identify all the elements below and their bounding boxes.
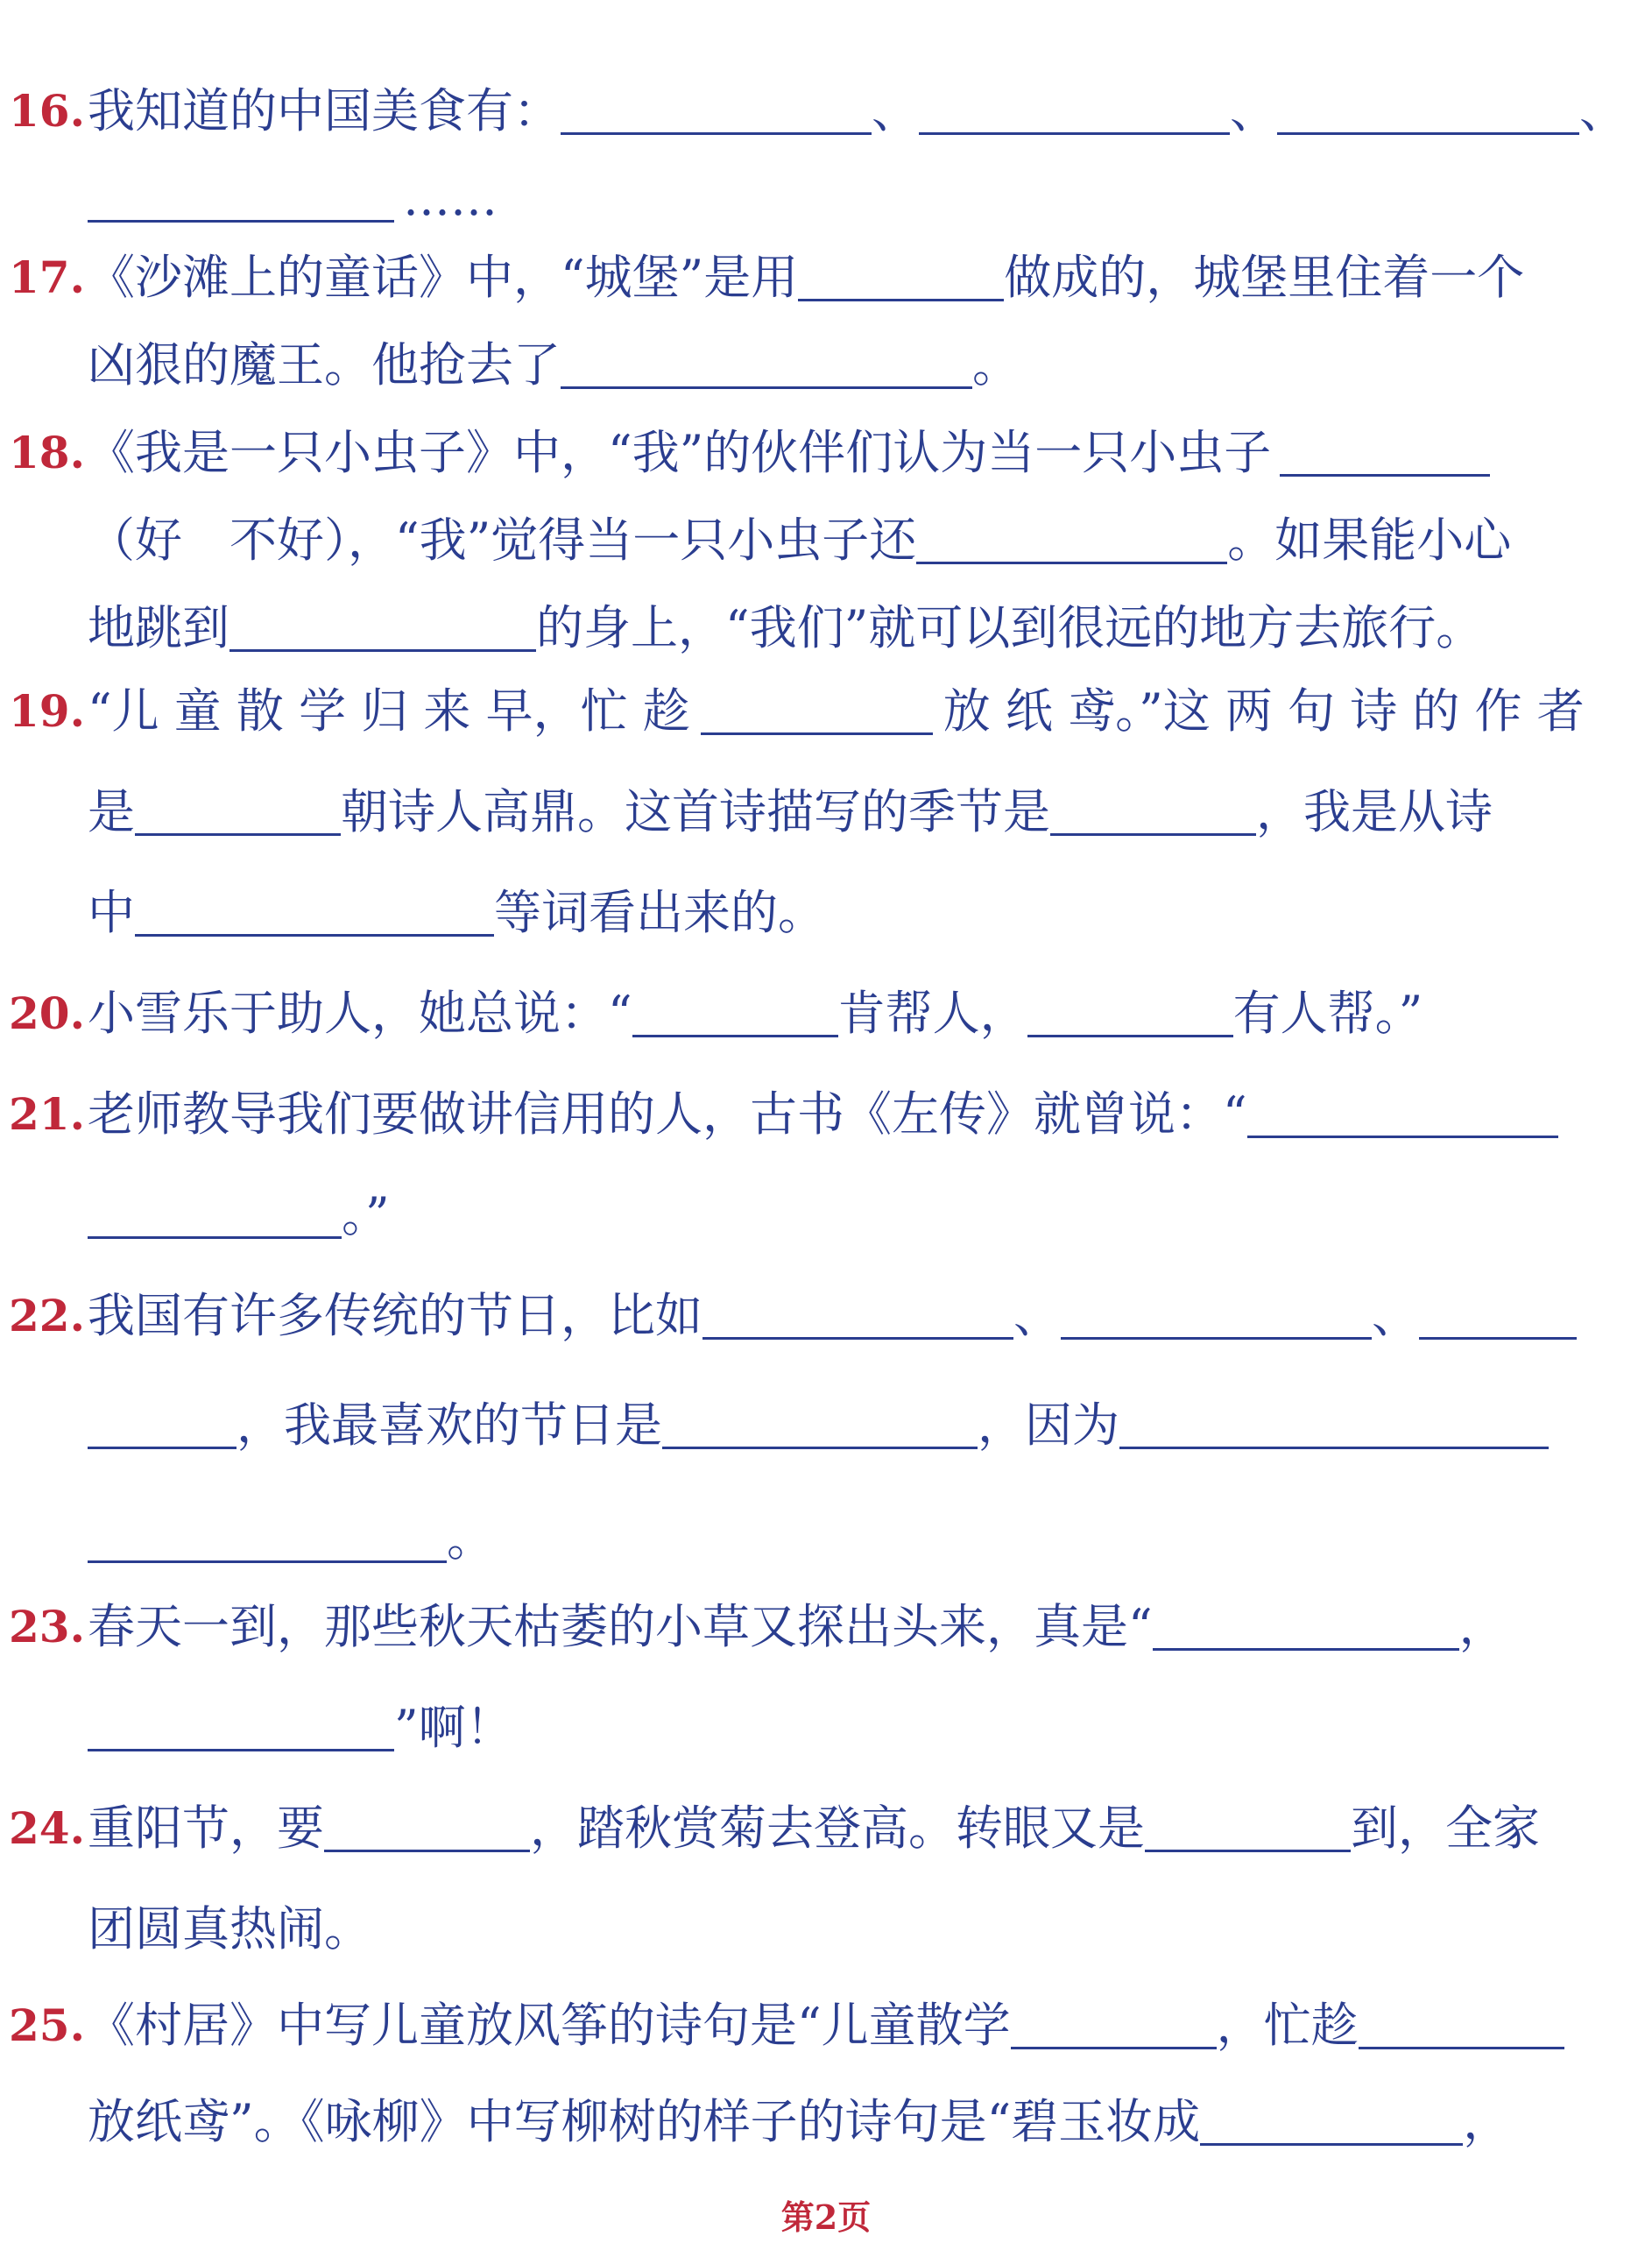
answer-blank[interactable] [88, 1518, 447, 1563]
question-25-line-2: 放纸鸢”。《咏柳》中写柳树的样子的诗句是“碧玉妆成 ， [88, 2094, 1511, 2149]
answer-blank[interactable] [1277, 90, 1579, 135]
answer-blank[interactable] [701, 690, 933, 735]
answer-blank[interactable] [1061, 1295, 1372, 1340]
question-number: 21. [9, 1088, 85, 1140]
answer-blank[interactable] [1027, 993, 1233, 1037]
answer-blank[interactable] [662, 1405, 978, 1449]
question-number: 23. [9, 1601, 85, 1652]
question-23-line-2: ”啊！ [88, 1704, 513, 1751]
answer-blank[interactable] [229, 607, 536, 652]
answer-blank[interactable] [798, 257, 1004, 301]
answer-blank[interactable] [135, 892, 494, 937]
answer-blank[interactable] [916, 520, 1227, 564]
question-19-line-3: 中 等词看出来的。 [88, 885, 825, 940]
answer-blank[interactable] [1119, 1405, 1549, 1449]
answer-blank[interactable] [1011, 2005, 1217, 2049]
question-18-line-2: （好 不好），“我”觉得当一只小虫子还 。如果能小心 [88, 513, 1512, 568]
question-23-line-1: 春天一到，那些秋天枯萎的小草又探出头来，真是“ ， [88, 1599, 1507, 1654]
question-19-line-1: “儿 童 散 学 归 来 早，忙 趁 放 纸 鸢。”这 两 句 诗 的 作 者 [88, 683, 1585, 739]
answer-blank[interactable] [919, 90, 1230, 135]
question-21-line-2: 。” [88, 1192, 390, 1239]
page-number: 第2页 [780, 2197, 872, 2237]
question-number: 18. [9, 427, 85, 478]
answer-blank[interactable] [1050, 791, 1256, 836]
question-19-line-2: 是 朝诗人高鼎。这首诗描写的季节是 ，我是从诗 [88, 784, 1493, 839]
question-16-line-2: …… [88, 175, 498, 223]
question-20-line-1: 小雪乐于助人，她总说：“ 肯帮人， 有人帮。” [88, 986, 1423, 1041]
question-number: 17. [9, 251, 85, 303]
question-21-line-1: 老师教导我们要做讲信用的人，古书《左传》就曾说：“ [88, 1091, 1558, 1138]
question-number: 19. [9, 685, 85, 737]
answer-blank[interactable] [1419, 1295, 1577, 1340]
answer-blank[interactable] [561, 344, 972, 389]
answer-blank[interactable] [1280, 432, 1490, 477]
question-number: 22. [9, 1290, 85, 1341]
answer-blank[interactable] [1153, 1606, 1459, 1651]
question-number: 25. [9, 1999, 85, 2051]
question-17-line-1: 《沙滩上的童话》中，“城堡”是用 做成的，城堡里住着一个 [88, 250, 1525, 305]
question-22-line-1: 我国有许多传统的节日，比如 、 、 [88, 1292, 1577, 1340]
answer-blank[interactable] [632, 993, 838, 1037]
answer-blank[interactable] [1247, 1093, 1558, 1138]
answer-blank[interactable] [88, 1194, 342, 1239]
answer-blank[interactable] [1145, 1808, 1351, 1852]
question-16-line-1: 我知道的中国美食有： 、 、 、 [88, 83, 1627, 138]
answer-blank[interactable] [324, 1808, 530, 1852]
answer-blank[interactable] [88, 1405, 237, 1449]
question-number: 16. [9, 85, 85, 137]
question-25-line-1: 《村居》中写儿童放风筝的诗句是“儿童散学 ，忙趁 [88, 2002, 1564, 2049]
answer-blank[interactable] [1359, 2005, 1564, 2049]
answer-blank[interactable] [1200, 2101, 1463, 2146]
question-number: 20. [9, 987, 85, 1039]
answer-blank[interactable] [702, 1295, 1013, 1340]
answer-blank[interactable] [135, 791, 341, 836]
question-22-line-2: ，我最喜欢的节日是 ，因为 [88, 1402, 1549, 1449]
question-24-line-1: 重阳节，要 ，踏秋赏菊去登高。转眼又是 到，全家 [88, 1801, 1540, 1856]
question-18-line-3: 地跳到 的身上，“我们”就可以到很远的地方去旅行。 [88, 600, 1484, 655]
question-number: 24. [9, 1802, 85, 1854]
answer-blank[interactable] [561, 90, 872, 135]
answer-blank[interactable] [88, 178, 394, 223]
question-17-line-2: 凶狠的魔王。他抢去了 。 [88, 337, 1020, 393]
answer-blank[interactable] [88, 1707, 394, 1751]
question-22-line-3: 。 [88, 1516, 494, 1563]
question-18-line-1: 《我是一只小虫子》中，“我”的伙伴们认为当一只小虫子 [88, 429, 1490, 477]
question-24-line-2: 团圆真热闹。 [88, 1901, 371, 1956]
